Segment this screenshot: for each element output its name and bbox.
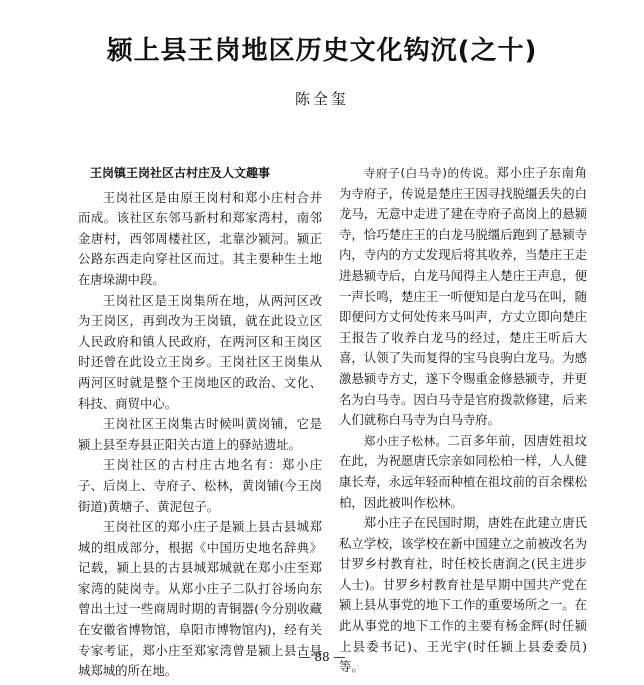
author-name: 陈全玺: [294, 90, 349, 108]
paragraph: 王岗社区是由原王岗村和郑小庄村合并而成。该社区东邻马新村和郑家湾村，南邻金唐村，西邻周楼社区，北靠沙颍河。颍正公路东西走向穿社区而过。其主要种生土地在唐垛湖中段。: [78, 189, 322, 287]
section-heading: 王岗镇王岗社区古村庄及人文趣事: [90, 166, 271, 180]
paragraph: [339, 431, 587, 513]
paragraph: 王岗社区的古村庄古地名有：郑小庄子、后岗上、寺府子、松林，黄岗铺(今王岗街道)黄塘子、黄泥包子。: [78, 457, 322, 514]
page-number: — 88 —: [298, 650, 346, 664]
paragraph: 郑小庄子在民国时期，唐姓在此建立唐氏私立学校，该学校在新中国建立之前被改名为甘罗乡村教育社，时任校长唐润之(民主进步人士)。甘罗乡村教育社是早期中国共产党在颍上县从事党的地下工作的重要场所之一。在此从事党的地下工作的主要有杨金辉(时任颍上县委书记)、王光宇(时任颍上县委委员)等。: [339, 515, 587, 675]
paragraph: 王岗社区王岗集古时候叫黄岗铺，它是颍上县至寿县正阳关古道上的驿站遗址。: [78, 416, 322, 452]
left-column: [78, 163, 322, 682]
paragraph: 王岗社区是王岗集所在地，从两河区改为王岗区，再到改为王岗镇，就在此设立区人民政府和镇人民政府，在两河区和王岗区时还曾在此设立王岗乡。王岗社区王岗集从两河区时就是整个王岗地区的政治、文化、科技、商贸中心。: [78, 292, 322, 411]
paragraph-lead: 郑小庄子松林。: [363, 433, 448, 448]
page-title: 颍上县王岗地区历史文化钩沉(之十): [106, 36, 538, 66]
right-column: [339, 163, 587, 678]
paragraph-text: 二百多年前，因唐姓祖坟在此，为祝愿唐氏宗亲如同松柏一样，人人健康长寿，永远年轻而种植在祖坟前的百余棵松柏，因此被叫作松林。: [339, 432, 587, 510]
paragraph-lead: 寺府子(白马寺)的传说。: [363, 166, 497, 180]
paragraph: 王岗社区的郑小庄子是颍上县古县城郑城的组成部分，根据《中国历史地名辞典》记载，颍上县的古县城郑城就在郑小庄至郑家湾的陡岗寺。从郑小庄子二队打谷场向东曾出土过一些商周时期的青铜器(今分别收藏在安徽省博物馆，阜阳市博物馆内)，经有关专家考证，郑小庄至郑家湾曾是颍上县古县城郑城的所在地。: [78, 519, 322, 679]
paragraph: [339, 163, 587, 431]
paragraph-text: 郑小庄子东南角为寺府子，传说是楚庄王因寻找脱缰丢失的白龙马，无意中走进了建在寺府子高岗上的悬颍寺，恰巧楚庄王的白龙马脱缰后跑到了悬颍寺内，寺内的方丈发现后将其收养，当楚庄王走进悬颍寺后，白龙马闻得主人楚庄王声息，便一声长鸣，楚庄王一听便知是白龙马在叫，随即便问方丈何处传来马叫声，方丈立即向楚庄王报告了收养白龙马的经过，楚庄王听后大喜，认领了失而复得的宝马良驹白龙马。为感激悬颍寺方丈，遂下令赐重金修悬颍寺，并更名为白马寺。因白马寺是官府拨款修建，后来人们就称白马寺为白马寺府。: [339, 165, 587, 428]
